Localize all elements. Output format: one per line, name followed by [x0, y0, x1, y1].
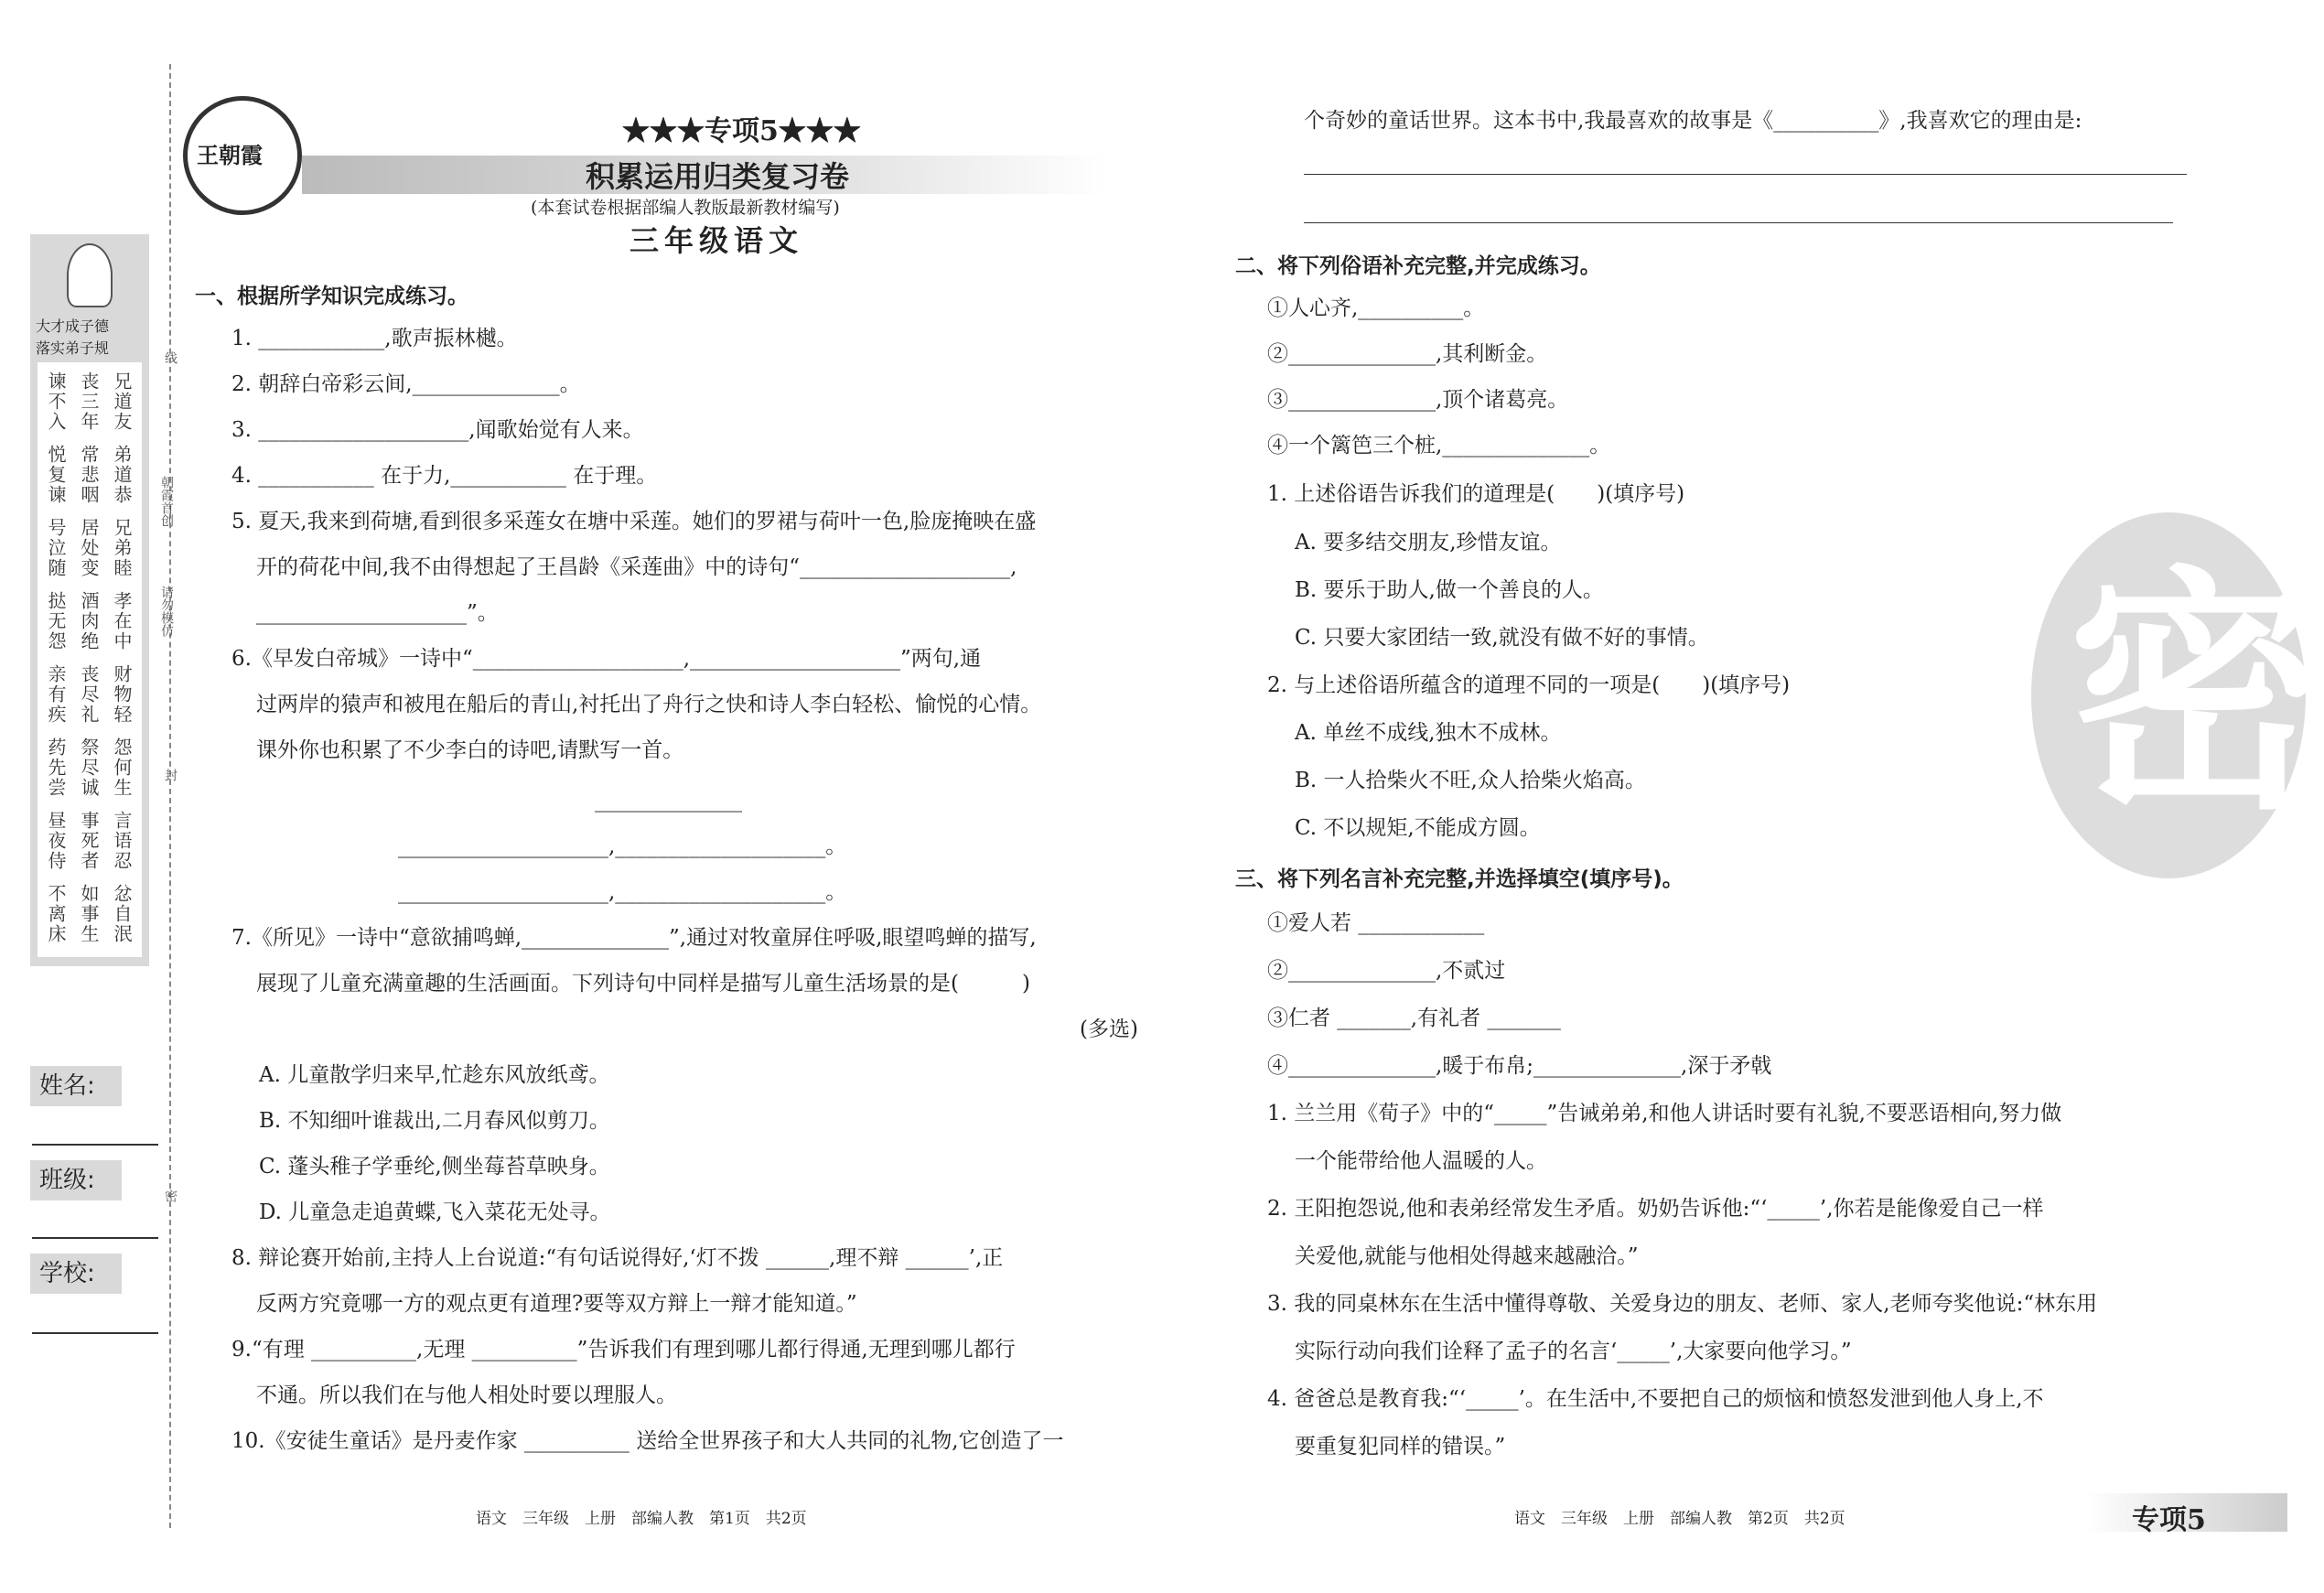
sidebar-verse: 谏不入: [45, 371, 67, 432]
maxim-2: ②______________,不贰过: [1267, 959, 1506, 983]
sidebar-verse: 弟道恭: [111, 445, 133, 505]
secret-stamp: 密: [2031, 512, 2306, 878]
maxim-1: ①爱人若 ____________: [1267, 911, 1485, 935]
fill-3-line-1: 3. 我的同桌林东在生活中懂得尊敬、关爱身边的朋友、老师、家人,老师夸奖他说:“林东用: [1267, 1292, 2098, 1316]
multi-select-note: (多选): [1080, 1017, 1138, 1041]
fill-2-line-2: 关爱他,就能与他相处得越来越融洽。”: [1295, 1244, 1639, 1268]
sidebar-verse: 药先尝: [45, 737, 67, 798]
fill-4-line-2: 要重复犯同样的错误。”: [1295, 1435, 1506, 1458]
sidebar-verse: 兄道友: [111, 371, 133, 432]
sidebar-verse: 挞无怨: [45, 591, 67, 651]
saying-1: ①人心齐,__________。: [1267, 296, 1485, 320]
question-10-continued: 个奇妙的童话世界。这本书中,我最喜欢的故事是《__________》,我喜欢它的理由是:: [1304, 109, 2082, 133]
option-2b: B. 一人拾柴火不旺,众人拾柴火焰高。: [1295, 769, 1646, 792]
sidebar-verse: 言语忍: [111, 811, 133, 871]
sidebar-panel: [30, 234, 149, 966]
sidebar-verse: 不离床: [45, 884, 67, 944]
mark-seal: 封: [163, 769, 178, 781]
sidebar-verse: 怨何生: [111, 737, 133, 798]
option-7c: C. 蓬头稚子学垂纶,侧坐莓苔草映身。: [259, 1155, 610, 1179]
question-6-line-1: 6.《早发白帝城》一诗中“____________________,____________________”两句,通: [231, 647, 982, 671]
option-1a: A. 要多结交朋友,珍惜友谊。: [1295, 531, 1562, 554]
mark-no-copy: 请勿模仿: [159, 586, 174, 637]
question-7-line-2: 展现了儿童充满童趣的生活画面。下列诗句中同样是描写儿童生活场景的是( ): [256, 972, 1030, 996]
grade-title: 三年级语文: [629, 223, 804, 258]
fill-1-line-2: 一个能带给他人温暖的人。: [1295, 1149, 1547, 1173]
maxim-4: ④______________,暖于布帛;______________,深于矛戟: [1267, 1054, 1772, 1078]
edition-note: (本套试卷根据部编人教版最新教材编写): [531, 198, 840, 218]
question-4: 4. ___________ 在于力,___________ 在于理。: [231, 464, 658, 488]
mark-secret: 密: [163, 1189, 178, 1202]
question-6-line-2: 过两岸的猿声和被甩在船后的青山,衬托出了舟行之快和诗人李白轻松、愉悦的心情。: [256, 693, 1042, 716]
option-1b: B. 要乐于助人,做一个善良的人。: [1295, 578, 1604, 602]
class-label: 班级:: [30, 1160, 122, 1200]
special-topic-label: ★★★专项5★★★: [622, 115, 861, 147]
saying-2: ②______________,其利断金。: [1267, 342, 1548, 366]
option-7d: D. 儿童急走追黄蝶,飞入菜花无处寻。: [259, 1200, 611, 1224]
publisher-logo: 王朝霞: [183, 96, 302, 215]
sidebar-verse: 如事生: [78, 884, 100, 944]
sidebar-verse: 财物轻: [111, 664, 133, 725]
mark-line: 线: [163, 351, 178, 364]
sidebar-verse: 悦复谏: [45, 445, 67, 505]
answer-line-2[interactable]: [1304, 222, 2173, 223]
name-label: 姓名:: [30, 1066, 122, 1106]
fill-1-line-1: 1. 兰兰用《荀子》中的“_____”告诫弟弟,和他人讲话时要有礼貌,不要恶语相向,努力做: [1267, 1102, 2062, 1125]
option-7a: A. 儿童散学归来早,忙趁东风放纸鸢。: [259, 1063, 610, 1087]
maxim-3: ③仁者 _______,有礼者 _______: [1267, 1006, 1561, 1030]
sidebar-verses: [38, 362, 142, 957]
saying-4: ④一个篱笆三个桩,______________。: [1267, 434, 1611, 457]
poem-line-1-blank[interactable]: ____________________,____________________。: [398, 834, 847, 858]
option-7b: B. 不知细叶谁裁出,二月春风似剪刀。: [259, 1109, 610, 1133]
fill-2-line-1: 2. 王阳抱怨说,他和表弟经常发生矛盾。奶奶告诉他:“‘_____’,你若是能像爱自己一样: [1267, 1197, 2044, 1221]
mark-original: 朝霞首创: [159, 476, 174, 527]
fill-3-line-2: 实际行动向我们诠释了孟子的名言‘_____’,大家要向他学习。”: [1295, 1340, 1852, 1363]
section-3-heading: 三、将下列名言补充完整,并选择填空(填序号)。: [1235, 867, 1684, 891]
sidebar-verse: 亲有疾: [45, 664, 67, 725]
question-9-line-2: 不通。所以我们在与他人相处时要以理服人。: [256, 1383, 677, 1407]
question-2: 2. 朝辞白帝彩云间,______________。: [231, 372, 581, 396]
sidebar-motto-1: 大才成子德: [36, 318, 110, 335]
section-1-heading: 一、根据所学知识完成练习。: [195, 285, 468, 308]
answer-line-1[interactable]: [1304, 174, 2187, 175]
sidebar-verse: 常悲咽: [78, 445, 100, 505]
poem-title-blank[interactable]: ______________: [595, 789, 742, 813]
question-6-line-3: 课外你也积累了不少李白的诗吧,请默写一首。: [256, 738, 684, 762]
option-2c: C. 不以规矩,不能成方圆。: [1295, 816, 1541, 840]
sidebar-verse: 事死者: [78, 811, 100, 871]
footer-page-1: 语文 三年级 上册 部编人教 第1页 共2页: [476, 1510, 807, 1528]
child-figure-icon: [67, 243, 113, 307]
question-8-line-1: 8. 辩论赛开始前,主持人上台说道:“有句话说得好,‘灯不拨 ______,理不辩 ______’,正: [231, 1246, 1004, 1270]
sidebar-verse: 丧三年: [78, 371, 100, 432]
question-9-line-1: 9.“有理 __________,无理 __________”告诉我们有理到哪儿都行得通,无理到哪儿都行: [231, 1338, 1016, 1362]
sidebar-verse: 昼夜侍: [45, 811, 67, 871]
sidebar-verse: 酒肉绝: [78, 591, 100, 651]
page-title: 积累运用归类复习卷: [586, 159, 850, 194]
question-1: 1. ____________,歌声振林樾。: [231, 327, 518, 350]
practice-2: 2. 与上述俗语所蕴含的道理不同的一项是( )(填序号): [1267, 673, 1791, 697]
school-field[interactable]: [32, 1332, 158, 1334]
sidebar-verse: 祭尽诚: [78, 737, 100, 798]
footer-page-2: 语文 三年级 上册 部编人教 第2页 共2页: [1514, 1510, 1845, 1528]
question-3: 3. ____________________,闻歌始觉有人来。: [231, 418, 644, 442]
sidebar-verse: 兄弟睦: [111, 518, 133, 578]
option-2a: A. 单丝不成线,独木不成林。: [1295, 721, 1562, 745]
sidebar-verse: 丧尽礼: [78, 664, 100, 725]
question-7-line-1: 7.《所见》一诗中“意欲捕鸣蝉,______________”,通过对牧童屏住呼吸,眼望鸣蝉的描写,: [231, 926, 1037, 950]
name-field[interactable]: [32, 1144, 158, 1146]
question-5-line-3: ____________________”。: [256, 601, 499, 625]
poem-line-2-blank[interactable]: ____________________,____________________。: [398, 880, 847, 904]
practice-1: 1. 上述俗语告诉我们的道理是( )(填序号): [1267, 482, 1685, 506]
sidebar-verse: 孝在中: [111, 591, 133, 651]
saying-3: ③______________,顶个诸葛亮。: [1267, 388, 1569, 412]
sidebar-verse: 号泣随: [45, 518, 67, 578]
sidebar-verse: 忿自泯: [111, 884, 133, 944]
school-label: 学校:: [30, 1254, 122, 1294]
sidebar-motto-2: 落实弟子规: [36, 339, 110, 357]
class-field[interactable]: [32, 1237, 158, 1239]
option-1c: C. 只要大家团结一致,就没有做不好的事情。: [1295, 626, 1709, 650]
binding-line: [169, 64, 171, 1528]
question-5-line-1: 5. 夏天,我来到荷塘,看到很多采莲女在塘中采莲。她们的罗裙与荷叶一色,脸庞掩映在盛: [231, 510, 1037, 533]
footer-tag: 专项5: [2086, 1493, 2287, 1532]
question-8-line-2: 反两方究竟哪一方的观点更有道理?要等双方辩上一辩才能知道。”: [256, 1292, 857, 1316]
fill-4-line-1: 4. 爸爸总是教育我:“‘_____’。在生活中,不要把自己的烦恼和愤怒发泄到他人身上,不: [1267, 1387, 2044, 1411]
section-2-heading: 二、将下列俗语补充完整,并完成练习。: [1235, 254, 1601, 278]
question-5-line-2: 开的荷花中间,我不由得想起了王昌龄《采莲曲》中的诗句“____________________,: [256, 555, 1017, 579]
sidebar-verse: 居处变: [78, 518, 100, 578]
question-10: 10.《安徒生童话》是丹麦作家 __________ 送给全世界孩子和大人共同的礼物,它创造了一: [231, 1429, 1064, 1453]
